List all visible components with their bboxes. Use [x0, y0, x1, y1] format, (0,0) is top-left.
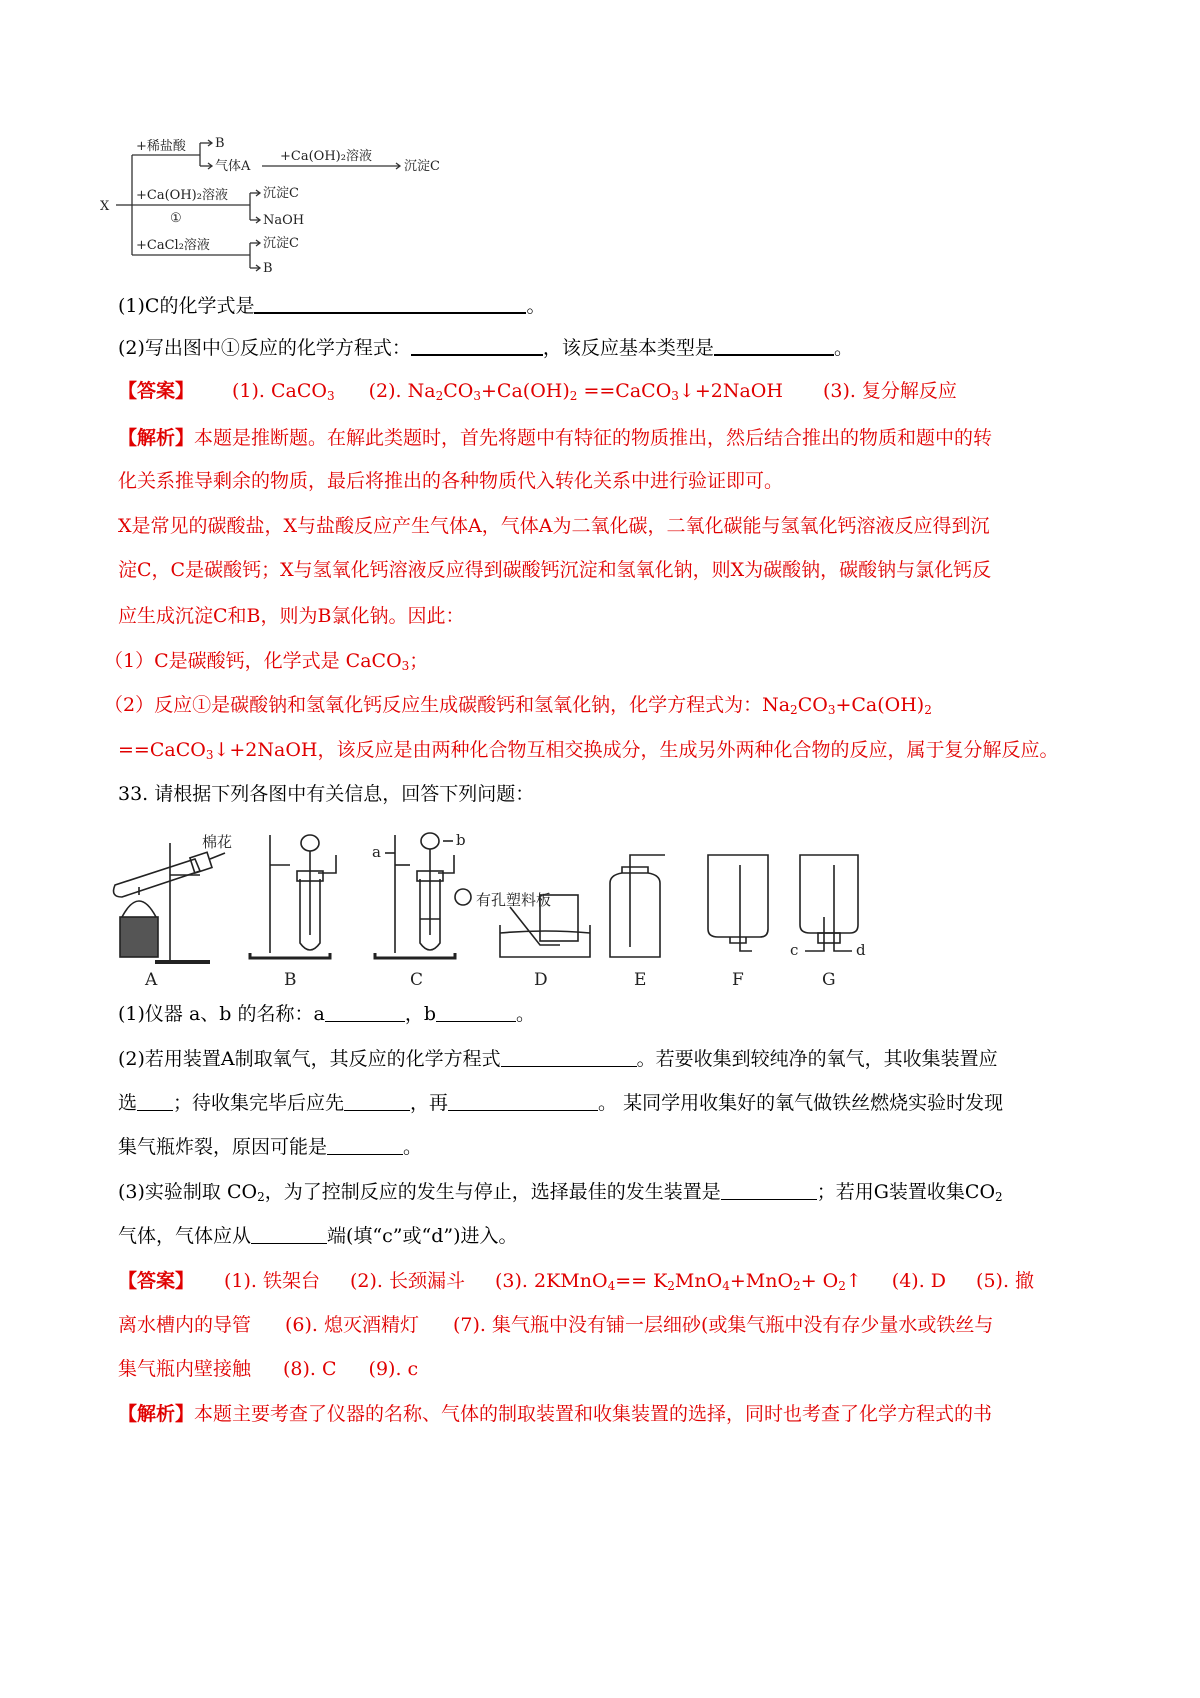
answer-block-1: 【答案】 (1). CaCO$_3$ (2). $Na_2CO_3+Ca(OH)_2$ ==CaCO$_3$↓+2NaOH (3). 复分解反应 — [118, 380, 957, 403]
explanation-line: 【解析】本题主要考查了仪器的名称、气体的制取装置和收集装置的选择，同时也考查了化学方程式的书 — [118, 1403, 993, 1425]
answer-blank[interactable] — [325, 1001, 405, 1022]
answer-block-2-line3: 集气瓶内壁接触 (8). C (9). c — [118, 1358, 419, 1380]
question-33: 33. 请根据下列各图中有关信息，回答下列问题： — [118, 783, 535, 805]
flow-b3-out1: 沉淀C — [263, 236, 299, 251]
reaction-flow-diagram — [100, 135, 500, 305]
flow-b1-step: +Ca(OH)₂溶液 — [280, 149, 372, 164]
apparatus-name-c: C — [410, 970, 424, 990]
question-2: (2)写出图中①反应的化学方程式： ，该反应基本类型是 。 — [118, 334, 853, 361]
flow-b1-final: 沉淀C — [404, 159, 440, 174]
answer-blank[interactable] — [327, 1134, 403, 1155]
label-c: c — [790, 941, 799, 959]
flow-b3-reagent: +CaCl₂溶液 — [136, 238, 210, 253]
label-a: a — [372, 843, 381, 861]
flow-b3-out2: B — [263, 261, 273, 276]
question-33-3-line1: (3)实验制取 $CO_2$，为了控制反应的发生与停止，选择最佳的发生装置是 ；若用G装置收集$CO_2$ — [118, 1181, 1003, 1204]
label-cotton: 棉花 — [202, 833, 233, 851]
flow-b2-out1: 沉淀C — [263, 186, 299, 201]
answer-blank[interactable] — [501, 1046, 637, 1067]
label-d: d — [856, 941, 866, 959]
label-plate: 有孔塑料板 — [476, 891, 552, 909]
label-b: b — [456, 831, 466, 849]
flow-x: X — [100, 199, 110, 214]
explanation-line: （2）反应①是碳酸钠和氢氧化钙反应生成碳酸钙和氢氧化钠，化学方程式为：$Na_2CO_3+Ca(OH)_2$ — [104, 694, 932, 717]
apparatus-name-d: D — [534, 970, 548, 990]
answer-blank[interactable] — [344, 1090, 410, 1111]
explanation-line: X是常见的碳酸盐，X与盐酸反应产生气体A，气体A为二氧化碳，二氧化碳能与氢氧化钙溶液反应得到沉 — [118, 515, 990, 537]
question-33-1: (1)仪器 a、b 的名称：a ，b 。 — [118, 1003, 535, 1025]
apparatus-name-g: G — [822, 970, 836, 990]
question-1: (1)C的化学式是 。 — [118, 292, 545, 319]
question-33-3-line2: 气体，气体应从 端(填“c”或“d”)进入。 — [118, 1225, 518, 1247]
explanation-line: 【解析】本题是推断题。在解此类题时，首先将题中有特征的物质推出，然后结合推出的物质和题中的转 — [118, 427, 993, 449]
flow-b2-reagent: +Ca(OH)₂溶液 — [136, 188, 228, 203]
answer-block-2-line2: 离水槽内的导管 (6). 熄灭酒精灯 (7). 集气瓶中没有铺一层细砂(或集气瓶中没有存少量水或铁丝与 — [118, 1314, 994, 1336]
answer-blank[interactable] — [411, 334, 543, 356]
question-33-2-line3: 集气瓶炸裂，原因可能是 。 — [118, 1136, 423, 1158]
flow-b1-out1: B — [215, 136, 225, 151]
apparatus-name-f: F — [732, 970, 744, 990]
apparatus-name-a: A — [145, 970, 158, 990]
explanation-line: 化关系推导剩余的物质，最后将推出的各种物质代入转化关系中进行验证即可。 — [118, 470, 784, 492]
question-33-2-line1: (2)若用装置A制取氧气，其反应的化学方程式 。若要收集到较纯净的氧气，其收集装置应 — [118, 1048, 998, 1070]
apparatus-name-e: E — [634, 970, 647, 990]
flow-b2-out2: NaOH — [263, 213, 305, 228]
explanation-line: 应生成沉淀C和B，则为B氯化钠。因此： — [118, 605, 465, 627]
explanation-line: （1）C是碳酸钙，化学式是 CaCO$_3$； — [104, 650, 429, 673]
answer-blank[interactable] — [251, 1223, 327, 1244]
explanation-line: ==CaCO$_3$↓+2NaOH，该反应是由两种化合物互相交换成分，生成另外两种化合物的反应，属于复分解反应。 — [118, 739, 1059, 762]
apparatus-name-b: B — [284, 970, 297, 990]
answer-blank[interactable] — [721, 1179, 817, 1200]
answer-blank[interactable] — [448, 1090, 598, 1111]
answer-blank[interactable] — [436, 1001, 516, 1022]
flow-b2-mark: ① — [170, 211, 182, 226]
flow-b1-out2: 气体A — [215, 159, 251, 174]
answer-block-2-line1: 【答案】 (1). 铁架台 (2). 长颈漏斗 (3). 2KMnO$_4$== $K_2MnO_4+MnO_2+$ $O_2↑$ (4). D (5). 撤 — [118, 1270, 1035, 1293]
answer-blank[interactable] — [714, 334, 834, 356]
answer-blank[interactable] — [254, 292, 526, 314]
explanation-line: 淀C，C是碳酸钙；X与氢氧化钙溶液反应得到碳酸钙沉淀和氢氧化钠，则X为碳酸钠，碳酸钠与氯化钙反 — [118, 559, 992, 581]
answer-blank[interactable] — [137, 1090, 173, 1111]
apparatus-figure — [100, 825, 960, 995]
flow-b1-reagent: +稀盐酸 — [136, 139, 186, 154]
question-33-2-line2: 选 ；待收集完毕后应先 ，再 。 某同学用收集好的氧气做铁丝燃烧实验时发现 — [118, 1092, 1004, 1114]
